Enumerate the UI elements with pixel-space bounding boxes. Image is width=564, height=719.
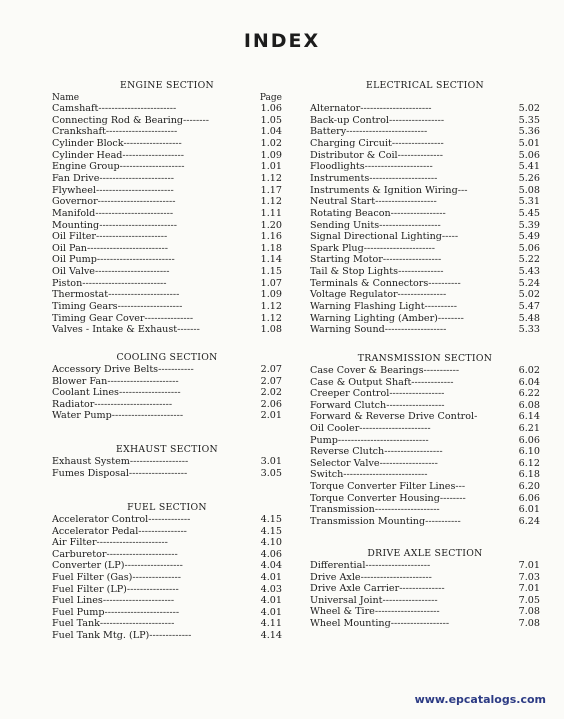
entry-page: 5.02 [518,289,540,301]
entry-name: Oil Filter---------------------- [52,231,168,243]
entry-name: Fuel Filter (LP)---------------- [52,583,179,595]
index-entry [310,231,540,242]
index-entry [310,400,540,411]
entry-name: Pump---------------------------- [310,434,429,446]
index-entry [52,289,282,300]
entry-name: Voltage Regulator--------------- [310,289,447,301]
entry-page: 5.48 [518,312,540,324]
index-entry [52,376,282,387]
entry-name: Sending Units------------------- [310,219,441,231]
section-title: ENGINE SECTION [120,80,214,91]
entry-page: 6.24 [518,515,540,527]
entry-name: Torque Converter Housing-------- [310,492,466,504]
section-title: EXHAUST SECTION [116,444,218,455]
entry-page: 4.15 [260,514,282,525]
entry-name: Blower Fan---------------------- [52,375,179,387]
index-entry [52,126,282,137]
entry-name: Instruments--------------------- [310,172,438,184]
cooling-section [52,352,282,432]
entry-page: 1.07 [260,277,282,289]
index-entry [52,399,282,410]
entry-page: 6.02 [518,365,540,376]
entry-page: 1.12 [260,301,282,313]
entry-page: 5.22 [518,254,540,266]
entry-page: 1.09 [260,289,282,301]
entry-name: Timing Gears-------------------- [52,301,183,313]
index-entry [310,583,540,594]
index-entry [310,469,540,480]
index-entry [310,595,540,606]
index-entry [52,313,282,324]
index-entry [310,388,540,399]
entry-name: Wheel Mounting------------------ [310,618,450,629]
index-entry [52,560,282,571]
entry-name: Forward & Reverse Drive Control- [310,411,478,423]
index-entry [52,243,282,254]
entry-name: Accelerator Control------------- [52,514,191,525]
index-entry [52,278,282,289]
entry-page: 2.01 [260,410,282,422]
index-entry [310,606,540,617]
entry-name: Coolant Lines------------------- [52,387,181,399]
entry-page: 7.05 [518,594,540,606]
entry-name: Water Pump---------------------- [52,410,184,422]
index-entry [52,231,282,242]
entry-name: Carburetor---------------------- [52,548,178,560]
entry-page: 1.09 [260,149,282,161]
index-entry [52,630,282,641]
index-entry [52,115,282,126]
index-entry [52,324,282,335]
entry-page: 7.03 [518,571,540,583]
index-entry [52,572,282,583]
index-entry [310,266,540,277]
entry-name: Reverse Clutch------------------ [310,446,443,458]
entry-page: 5.43 [518,266,540,278]
entry-page: 6.22 [518,388,540,400]
entry-name: Air Filter---------------------- [52,537,168,549]
entry-name: Wheel & Tire-------------------- [310,606,440,618]
entry-page: 1.12 [260,172,282,184]
entry-name: Piston-------------------------- [52,277,167,289]
entry-page: 1.17 [260,184,282,196]
index-entry [310,289,540,300]
index-entry [310,161,540,172]
index-entry [310,493,540,504]
entry-name: Thermostat---------------------- [52,289,180,301]
entry-name: Engine Group-------------------- [52,161,185,173]
entry-page: 3.01 [260,456,282,467]
entry-page: 6.20 [518,481,540,492]
index-entry [310,173,540,184]
index-entry [310,185,540,196]
entry-name: Converter (LP)------------------ [52,560,183,572]
entry-page: 1.05 [260,114,282,126]
entry-name: Rotating Beacon----------------- [310,207,446,219]
index-entry [52,266,282,277]
entry-page: 5.39 [518,219,540,231]
entry-page: 1.08 [260,324,282,336]
index-entry [52,514,282,525]
entry-name: Tail & Stop Lights-------------- [310,266,444,278]
index-entry [52,173,282,184]
entry-name: Charging Circuit---------------- [310,137,444,149]
entry-name: Fuel Filter (Gas)--------------- [52,572,182,583]
entry-name: Fuel Lines---------------------- [52,595,175,607]
index-entry [310,324,540,335]
entry-name: Transmission-------------------- [310,504,440,516]
entry-name: Neutral Start------------------- [310,196,437,208]
entry-name: Creeper Control----------------- [310,388,445,400]
index-entry [310,301,540,312]
index-entry [52,208,282,219]
entry-name: Oil Pan------------------------- [52,242,169,254]
index-entry [52,549,282,560]
entry-name: Exhaust System------------------ [52,456,189,467]
index-entry [310,313,540,324]
entry-name: Battery------------------------- [310,126,428,138]
transmission-section [310,353,540,538]
index-entry [310,572,540,583]
index-entry [310,411,540,422]
entry-page: 1.06 [260,103,282,114]
entry-page: 2.07 [260,375,282,387]
index-entry [52,103,282,114]
entry-name: Cylinder Block------------------ [52,137,182,149]
entry-name: Distributor & Coil-------------- [310,149,444,161]
entry-page: 1.01 [260,161,282,173]
entry-page: 4.03 [260,583,282,595]
index-entry [310,254,540,265]
index-entry [310,458,540,469]
entry-name: Fan Drive----------------------- [52,172,174,184]
index-entry [310,365,540,376]
index-entry [310,196,540,207]
entry-name: Radiator------------------------ [52,398,173,410]
index-entry [52,301,282,312]
index-entry [52,410,282,421]
entry-page: 2.07 [260,364,282,375]
entry-page: 7.08 [518,618,540,629]
entry-page: 7.08 [518,606,540,618]
entry-page: 1.20 [260,219,282,231]
entry-name: Drive Axle---------------------- [310,571,432,583]
entry-name: Flywheel------------------------ [52,184,174,196]
entry-page: 4.10 [260,537,282,549]
index-entry [52,254,282,265]
entry-name: Instruments & Ignition Wiring--- [310,184,468,196]
entry-name: Fuel Tank Mtg. (LP)------------- [52,630,192,641]
entry-page: 4.14 [260,630,282,641]
index-entry [52,618,282,629]
entry-page: 4.01 [260,572,282,583]
page-title: INDEX [243,30,321,52]
index-entry [52,468,282,479]
entry-name: Terminals & Connectors---------- [310,277,461,289]
entry-name: Switch-------------------------- [310,469,428,481]
entry-page: 4.01 [260,606,282,618]
entry-page: 1.12 [260,312,282,324]
entry-name: Floodlights--------------------- [310,161,433,173]
entry-page: 6.08 [518,399,540,411]
index-entry [52,456,282,467]
entry-name: Fuel Tank----------------------- [52,618,175,630]
entry-name: Crankshaft---------------------- [52,126,178,138]
index-entry [52,526,282,537]
index-entry [310,220,540,231]
entry-name: Signal Directional Lighting----- [310,231,459,243]
exhaust-section [52,444,282,484]
index-entry [52,537,282,548]
entry-name: Drive Axle Carrier-------------- [310,583,445,595]
index-entry [52,607,282,618]
engine-section [52,80,282,336]
entry-page: 4.15 [260,525,282,537]
entry-page: 5.26 [518,172,540,184]
entry-page: 4.11 [260,618,282,630]
section-title: TRANSMISSION SECTION [357,353,493,364]
entry-page: 6.14 [518,411,540,423]
entry-name: Manifold------------------------ [52,207,174,219]
entry-page: 5.06 [518,149,540,161]
index-entry [310,618,540,629]
index-entry [52,196,282,207]
index-entry [52,138,282,149]
entry-name: Oil Cooler---------------------- [310,423,431,434]
index-entry [310,278,540,289]
entry-page: 6.10 [518,446,540,458]
entry-page: 5.45 [518,207,540,219]
entry-page: 1.18 [260,242,282,254]
entry-page: 7.01 [518,583,540,595]
entry-page: 6.21 [518,423,540,434]
entry-name: Warning Sound------------------- [310,324,447,336]
entry-page: 6.04 [518,376,540,388]
entry-name: Universal Joint----------------- [310,594,438,606]
electrical-section [310,80,540,336]
entry-name: Starting Motor------------------ [310,254,442,266]
index-entry [310,377,540,388]
drive-axle-section [310,548,540,638]
entry-name: Back-up Control----------------- [310,114,445,126]
index-entry [52,584,282,595]
index-entry [52,150,282,161]
entry-name: Forward Clutch------------------ [310,399,445,411]
index-entry [52,364,282,375]
index-entry [310,481,540,492]
entry-page: 6.18 [518,469,540,481]
entry-page: 4.01 [260,595,282,607]
index-entry [310,126,540,137]
index-entry [310,208,540,219]
entry-name: Governor------------------------ [52,196,176,208]
entry-page: 7.01 [518,560,540,571]
index-entry [310,138,540,149]
entry-page: 1.02 [260,137,282,149]
entry-page: 5.36 [518,126,540,138]
entry-page: 1.16 [260,231,282,243]
entry-page: 6.06 [518,434,540,446]
index-entry [310,504,540,515]
entry-name: Valves - Intake & Exhaust------- [52,324,200,336]
entry-name: Spark Plug---------------------- [310,242,436,254]
page-column-header: Page [259,93,282,103]
index-entry [52,387,282,398]
entry-name: Oil Pump------------------------ [52,254,175,266]
entry-name: Selector Valve------------------ [310,457,438,469]
entry-name: Alternator---------------------- [310,103,432,114]
index-entry [310,560,540,571]
entry-name: Differential-------------------- [310,560,431,571]
entry-name: Warning Lighting (Amber)-------- [310,312,464,324]
entry-page: 5.08 [518,184,540,196]
entry-page: 1.11 [260,207,282,219]
entry-page: 6.06 [518,492,540,504]
name-column-header: Name [52,93,80,103]
section-title: ELECTRICAL SECTION [366,80,484,91]
entry-name: Mounting------------------------ [52,219,177,231]
entry-page: 1.12 [260,196,282,208]
entry-name: Timing Gear Cover--------------- [52,312,194,324]
entry-page: 6.01 [518,504,540,516]
entry-page: 5.31 [518,196,540,208]
entry-page: 5.24 [518,277,540,289]
index-entry [310,435,540,446]
entry-name: Camshaft------------------------ [52,103,177,114]
fuel-section [52,502,282,652]
entry-page: 1.04 [260,126,282,138]
entry-page: 5.02 [518,103,540,114]
section-title: COOLING SECTION [116,352,218,363]
entry-page: 5.01 [518,137,540,149]
section-title: DRIVE AXLE SECTION [367,548,483,559]
entry-page: 5.35 [518,114,540,126]
index-entry [310,423,540,434]
entry-page: 5.06 [518,242,540,254]
entry-page: 6.12 [518,457,540,469]
entry-name: Oil Valve----------------------- [52,266,170,278]
entry-name: Accessory Drive Belts----------- [52,364,194,375]
entry-page: 2.06 [260,398,282,410]
entry-name: Connecting Rod & Bearing-------- [52,114,209,126]
footer-url: www.epcatalogs.com [414,693,546,706]
index-entry [52,161,282,172]
index-entry [310,150,540,161]
entry-page: 3.05 [260,467,282,479]
index-entry [52,220,282,231]
entry-name: Transmission Mounting----------- [310,515,461,527]
index-entry [310,446,540,457]
entry-page: 1.14 [260,254,282,266]
index-entry [310,115,540,126]
index-entry [52,595,282,606]
index-entry [310,516,540,527]
entry-page: 1.15 [260,266,282,278]
section-title: FUEL SECTION [127,502,207,513]
index-entry [52,185,282,196]
entry-name: Fumes Disposal------------------ [52,467,188,479]
index-entry [310,103,540,114]
entry-page: 4.04 [260,560,282,572]
entry-name: Accelerator Pedal--------------- [52,525,187,537]
entry-page: 5.47 [518,301,540,313]
entry-name: Warning Flashing Light---------- [310,301,457,313]
entry-page: 5.33 [518,324,540,336]
entry-name: Fuel Pump----------------------- [52,606,180,618]
entry-page: 5.49 [518,231,540,243]
index-entry [310,243,540,254]
entry-name: Case Cover & Bearings----------- [310,365,460,376]
entry-page: 5.41 [518,161,540,173]
entry-name: Cylinder Head------------------- [52,149,185,161]
entry-page: 4.06 [260,548,282,560]
entry-name: Torque Converter Filter Lines--- [310,481,466,492]
entry-name: Case & Output Shaft------------- [310,376,454,388]
entry-page: 2.02 [260,387,282,399]
